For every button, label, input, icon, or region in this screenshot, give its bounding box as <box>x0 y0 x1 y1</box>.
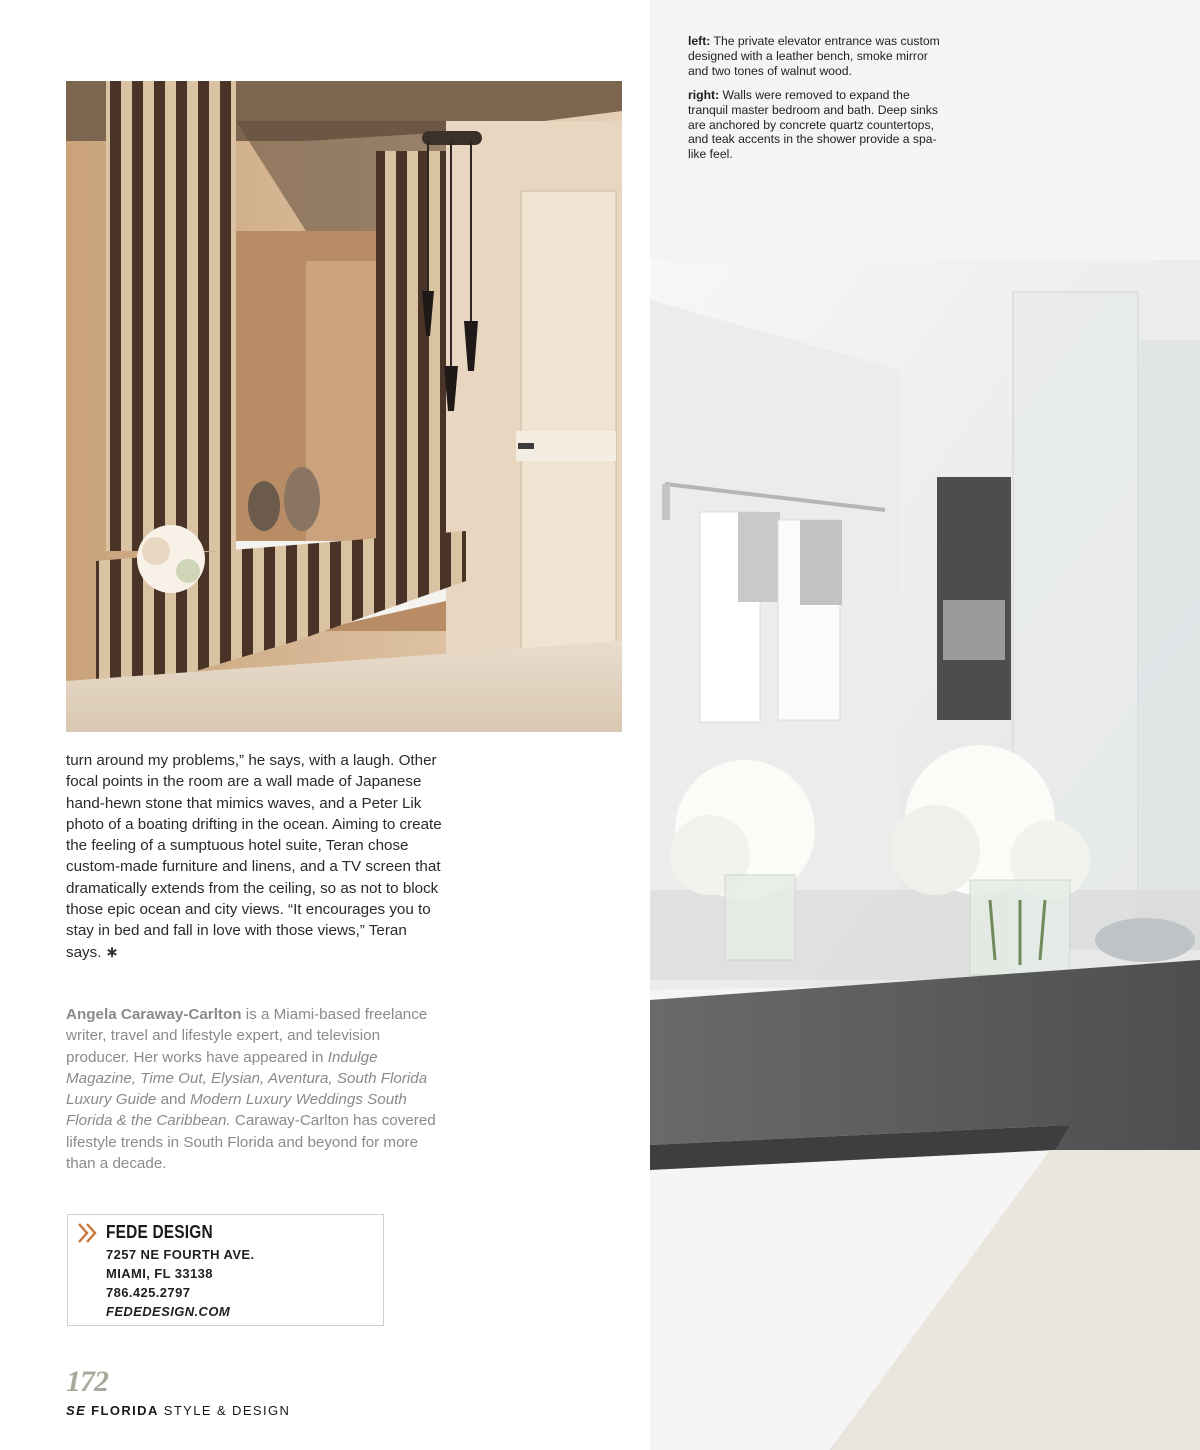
double-chevron-right-icon <box>76 1221 100 1245</box>
caption-right-lead: right: <box>688 87 720 102</box>
bio-publications-1: Indulge Magazine, Time Out, Elysian, Aventura, South Florida Luxury Guide <box>66 1048 428 1109</box>
business-city: MIAMI, FL 33138 <box>106 1266 213 1281</box>
caption-left <box>688 34 950 79</box>
page-number: 172 <box>66 1365 108 1398</box>
business-address: 7257 NE FOURTH AVE. <box>106 1247 255 1262</box>
magazine-folio <box>66 1403 290 1418</box>
caption-right <box>688 88 950 163</box>
resource-info-box <box>67 1214 384 1326</box>
folio-brand-rest: STYLE & DESIGN <box>163 1403 291 1418</box>
end-mark: ∗ <box>105 943 119 961</box>
folio-brand-se: SE <box>66 1403 87 1418</box>
article-body <box>66 750 446 963</box>
bio-text-1: is a Miami-based freelance writer, travel and lifestyle expert, and television producer. Her works have appeared in <box>66 1006 428 1066</box>
business-name: FEDE DESIGN <box>106 1222 213 1242</box>
business-website-link[interactable]: FEDEDESIGN.COM <box>106 1304 231 1319</box>
article-body-text: turn around my problems,” he says, with a laugh. Other focal points in the room are a wall made of Japanese hand-hewn stone that mimics waves, and a Peter Lik photo of a boating drifting in the ocean. Aiming to create the feeling of a sumptuous hotel suite, Teran chose custom-made furniture and linens, and a TV screen that dramatically extends from the ceiling, so as not to block those epic ocean and city views. “It encourages you to stay in bed and fall in love with those views,” Teran says. <box>66 752 442 961</box>
author-bio <box>66 1004 436 1174</box>
business-phone[interactable]: 786.425.2797 <box>106 1285 191 1300</box>
elevator-entrance-photo <box>66 81 622 732</box>
bio-text-3: Caraway-Carlton has covered lifestyle trends in South Florida and beyond for more than a decade. <box>66 1112 436 1173</box>
author-name: Angela Caraway-Carlton <box>66 1006 242 1023</box>
caption-left-lead: left: <box>688 34 711 48</box>
caption-right-text: Walls were removed to expand the tranquil master bedroom and bath. Deep sinks are anchored by concrete quartz countertops, and teak accents in the shower provide a spa-like feel. <box>688 87 938 162</box>
photo-captions <box>688 34 950 171</box>
bio-publications-2: Modern Luxury Weddings South Florida & the Caribbean. <box>66 1091 407 1130</box>
master-bathroom-photo <box>650 0 1200 1450</box>
caption-left-text: The private elevator entrance was custom designed with a leather bench, smoke mirror and two tones of walnut wood. <box>688 34 940 78</box>
folio-brand-florida: FLORIDA <box>91 1403 159 1418</box>
bio-text-2: and <box>156 1091 191 1109</box>
